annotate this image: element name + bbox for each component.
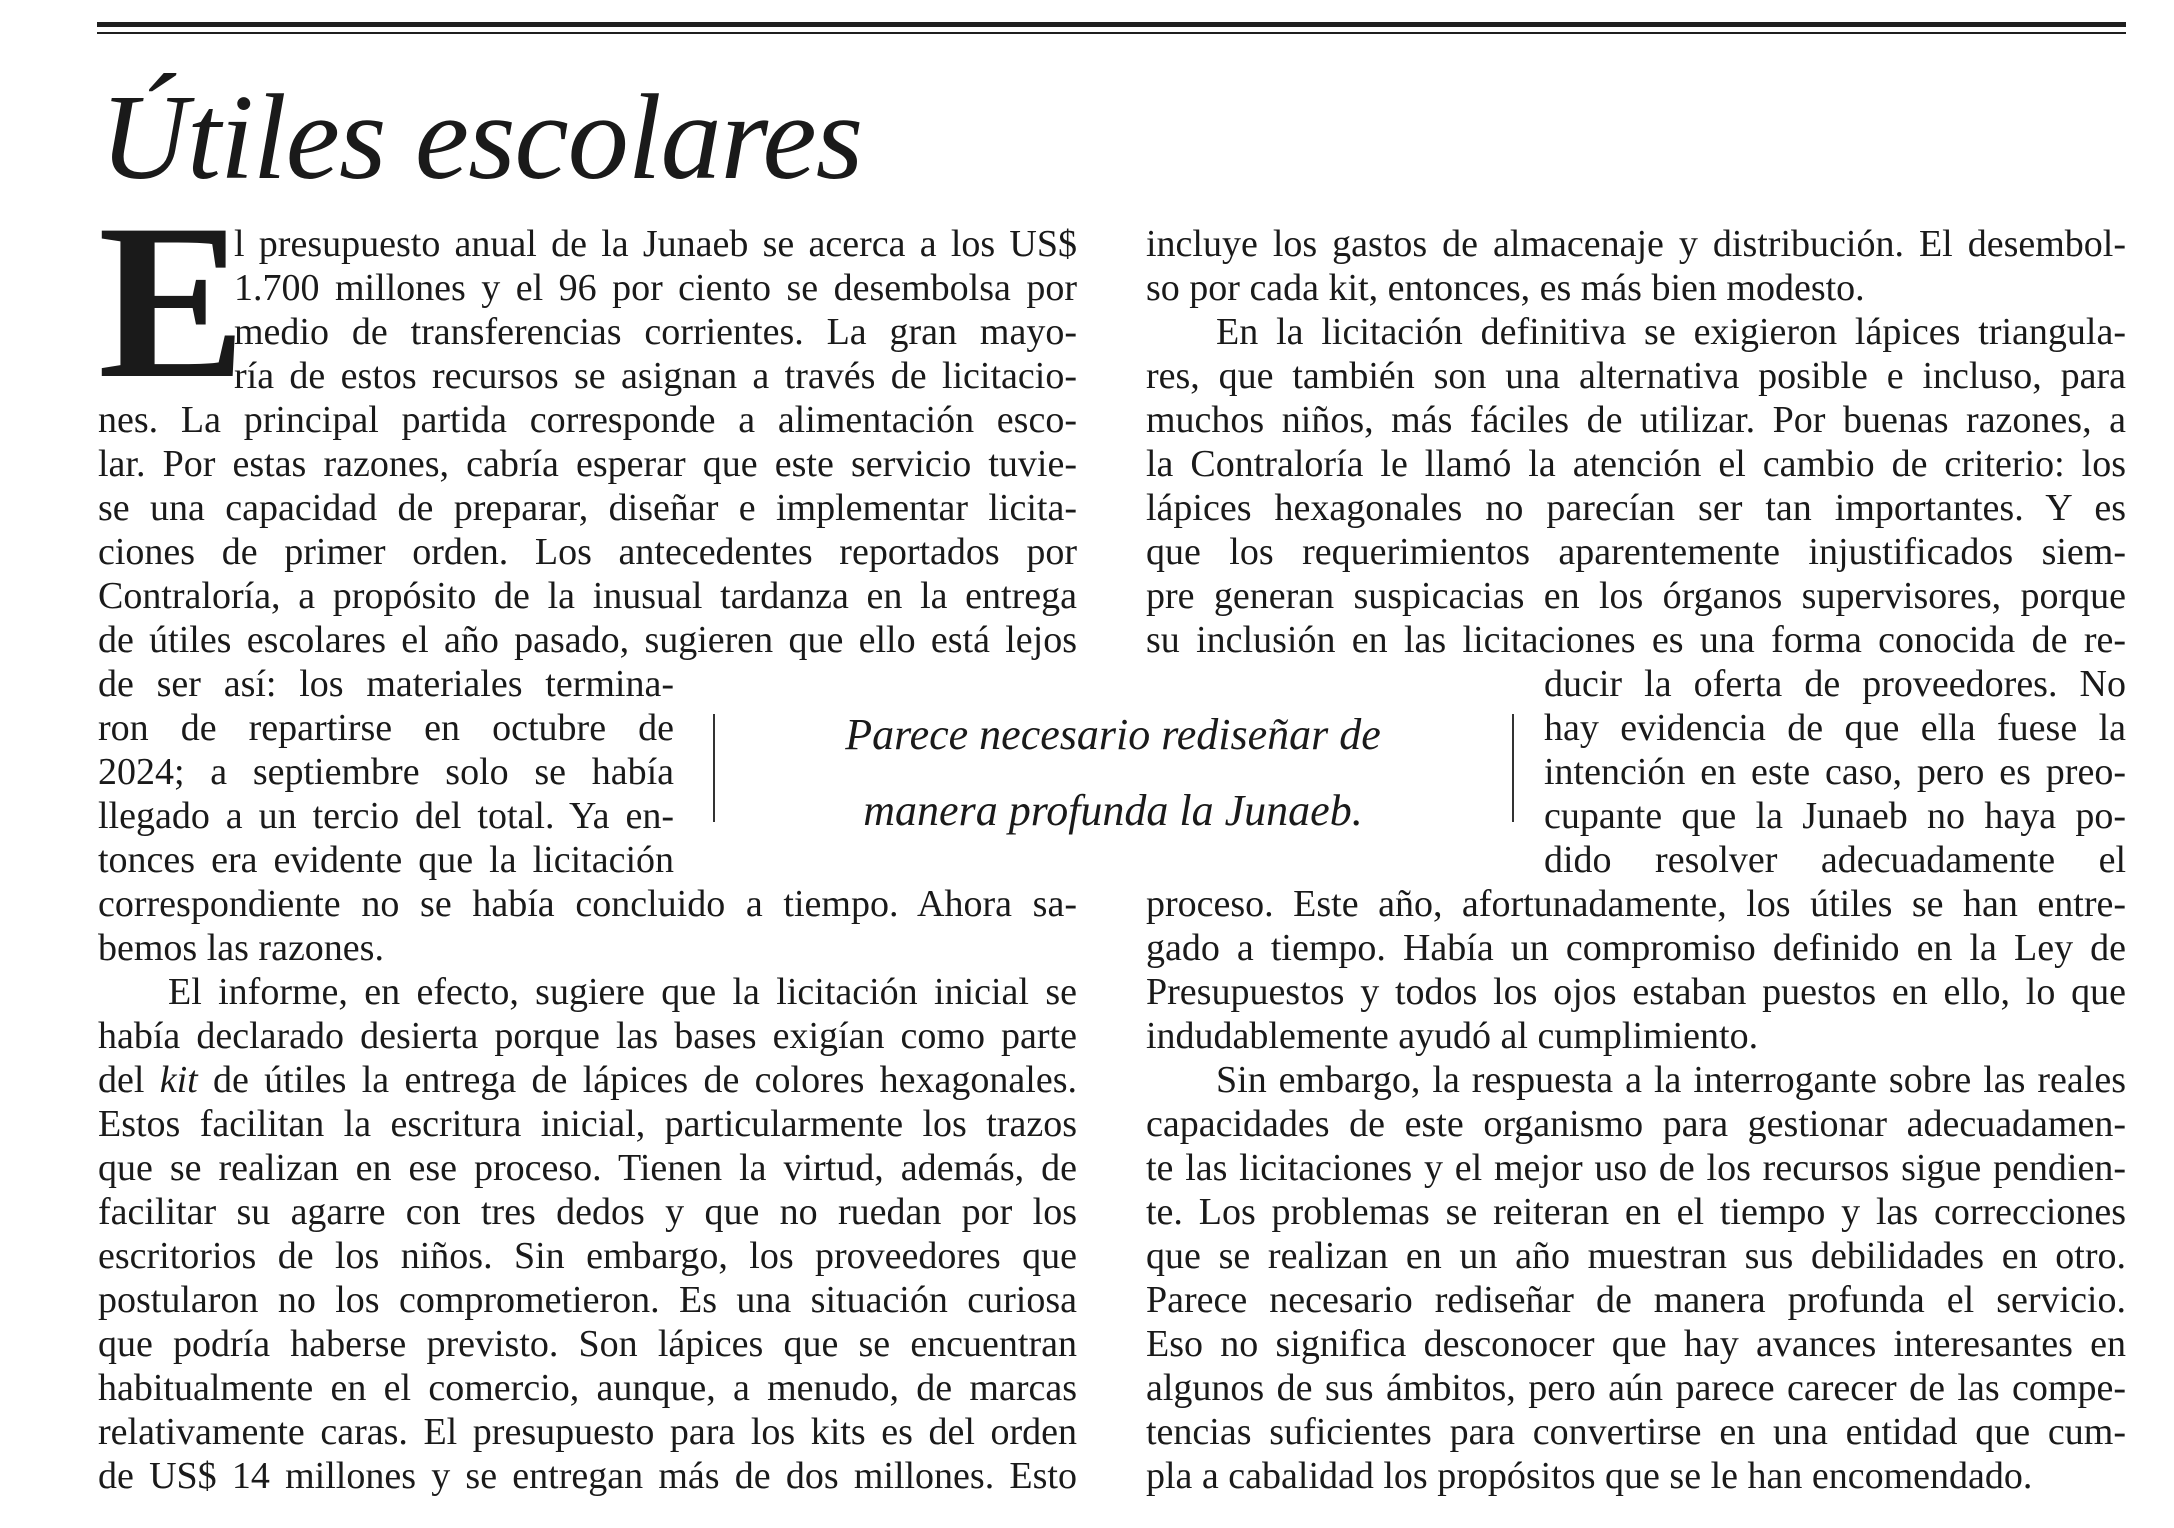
col2-line: hay evidencia de que ella fuese la bbox=[1544, 707, 2126, 749]
col1-line: ría de estos recursos se asignan a través de licitacio- bbox=[234, 355, 1077, 397]
col2-line: cupante que la Junaeb no haya po- bbox=[1544, 795, 2126, 837]
col2-line: dido resolver adecuadamente el bbox=[1544, 839, 2126, 881]
col1-line: habitualmente en el comercio, aunque, a menudo, de marcas bbox=[98, 1367, 1077, 1409]
col1-line: de ser así: los materiales termina- bbox=[98, 663, 674, 705]
col2-line: Eso no significa desconocer que hay avances interesantes en bbox=[1146, 1323, 2126, 1365]
col1-line: que se realizan en ese proceso. Tienen la virtud, además, de bbox=[98, 1147, 1077, 1189]
col1-line: l presupuesto anual de la Junaeb se acerca a los US$ bbox=[234, 223, 1077, 265]
col1-line: había declarado desierta porque las bases exigían como parte bbox=[98, 1015, 1077, 1057]
col1-line: nes. La principal partida corresponde a alimentación esco- bbox=[98, 399, 1077, 441]
col1-line: 1.700 millones y el 96 por ciento se desembolsa por bbox=[234, 267, 1077, 309]
col1-line: que podría haberse previsto. Son lápices que se encuentran bbox=[98, 1323, 1077, 1365]
col2-line: ducir la oferta de proveedores. No bbox=[1544, 663, 2126, 705]
col2-line: algunos de sus ámbitos, pero aún parece carecer de las compe- bbox=[1146, 1367, 2126, 1409]
col1-line: del kit de útiles la entrega de lápices de colores hexagonales. bbox=[98, 1059, 1077, 1101]
col2-line: intención en este caso, pero es preo- bbox=[1544, 751, 2126, 793]
col2-line: Parece necesario rediseñar de manera profunda el servicio. bbox=[1146, 1279, 2126, 1321]
col1-line: tonces era evidente que la licitación bbox=[98, 839, 674, 881]
top-rule bbox=[97, 22, 2126, 27]
col1-line: llegado a un tercio del total. Ya en- bbox=[98, 795, 674, 837]
kit-italic: kit bbox=[159, 1059, 198, 1101]
col2-line: indudablemente ayudó al cumplimiento. bbox=[1146, 1015, 1759, 1057]
top-rule-thin bbox=[97, 32, 2126, 34]
col2-line: que se realizan en un año muestran sus debilidades en otro. bbox=[1146, 1235, 2126, 1277]
col1-line: medio de transferencias corrientes. La gran mayo- bbox=[234, 311, 1077, 353]
col2-line: pla a cabalidad los propósitos que se le han encomendado. bbox=[1146, 1455, 2033, 1497]
drop-cap: E bbox=[98, 179, 247, 425]
col2-line: res, que también son una alternativa posible e incluso, para bbox=[1146, 355, 2126, 397]
headline: Útiles escolares bbox=[100, 70, 863, 205]
col2-line: lápices hexagonales no parecían ser tan importantes. Y es bbox=[1146, 487, 2126, 529]
col2-line: Sin embargo, la respuesta a la interrogante sobre las reales bbox=[1216, 1059, 2126, 1101]
col2-line: muchos niños, más fáciles de utilizar. Por buenas razones, a bbox=[1146, 399, 2126, 441]
col2-line: so por cada kit, entonces, es más bien modesto. bbox=[1146, 267, 1865, 309]
col2-line: su inclusión en las licitaciones es una forma conocida de re- bbox=[1146, 619, 2126, 661]
col1-line: lar. Por estas razones, cabría esperar que este servicio tuvie- bbox=[98, 443, 1077, 485]
col2-line: En la licitación definitiva se exigieron lápices triangula- bbox=[1216, 311, 2126, 353]
col1-line: facilitar su agarre con tres dedos y que no ruedan por los bbox=[98, 1191, 1077, 1233]
pullquote-line-1: Parece necesario rediseñar de bbox=[845, 710, 1381, 759]
col2-line: la Contraloría le llamó la atención el cambio de criterio: los bbox=[1146, 443, 2126, 485]
col1-line: ciones de primer orden. Los antecedentes reportados por bbox=[98, 531, 1077, 573]
col1-line: postularon no los comprometieron. Es una situación curiosa bbox=[98, 1279, 1077, 1321]
pullquote-left-rule bbox=[713, 714, 715, 822]
col1-line: 2024; a septiembre solo se había bbox=[98, 751, 674, 793]
col1-line: Contraloría, a propósito de la inusual tardanza en la entrega bbox=[98, 575, 1077, 617]
col1-line: bemos las razones. bbox=[98, 927, 384, 969]
col2-line: tencias suficientes para convertirse en una entidad que cum- bbox=[1146, 1411, 2126, 1453]
col2-line: incluye los gastos de almacenaje y distribución. El desembol- bbox=[1146, 223, 2126, 265]
col1-line: escritorios de los niños. Sin embargo, los proveedores que bbox=[98, 1235, 1077, 1277]
col1-line: relativamente caras. El presupuesto para los kits es del orden bbox=[98, 1411, 1077, 1453]
col1-line: El informe, en efecto, sugiere que la licitación inicial se bbox=[168, 971, 1077, 1013]
col1-line: de útiles escolares el año pasado, sugieren que ello está lejos bbox=[98, 619, 1077, 661]
col2-line: proceso. Este año, afortunadamente, los útiles se han entre- bbox=[1146, 883, 2126, 925]
col2-line: te. Los problemas se reiteran en el tiempo y las correcciones bbox=[1146, 1191, 2126, 1233]
col2-line: capacidades de este organismo para gestionar adecuadamen- bbox=[1146, 1103, 2126, 1145]
col2-line: gado a tiempo. Había un compromiso definido en la Ley de bbox=[1146, 927, 2126, 969]
pullquote-line-2: manera profunda la Junaeb. bbox=[863, 786, 1363, 835]
col2-line: te las licitaciones y el mejor uso de los recursos sigue pendien- bbox=[1146, 1147, 2126, 1189]
col2-line: Presupuestos y todos los ojos estaban puestos en ello, lo que bbox=[1146, 971, 2126, 1013]
col2-line: pre generan suspicacias en los órganos supervisores, porque bbox=[1146, 575, 2126, 617]
col1-line: ron de repartirse en octubre de bbox=[98, 707, 674, 749]
col1-line: Estos facilitan la escritura inicial, particularmente los trazos bbox=[98, 1103, 1077, 1145]
col2-line: que los requerimientos aparentemente injustificados siem- bbox=[1146, 531, 2126, 573]
col1-line: correspondiente no se había concluido a tiempo. Ahora sa- bbox=[98, 883, 1077, 925]
col1-line: se una capacidad de preparar, diseñar e implementar licita- bbox=[98, 487, 1077, 529]
pullquote-right-rule bbox=[1512, 714, 1514, 822]
col1-line: de US$ 14 millones y se entregan más de dos millones. Esto bbox=[98, 1455, 1077, 1497]
